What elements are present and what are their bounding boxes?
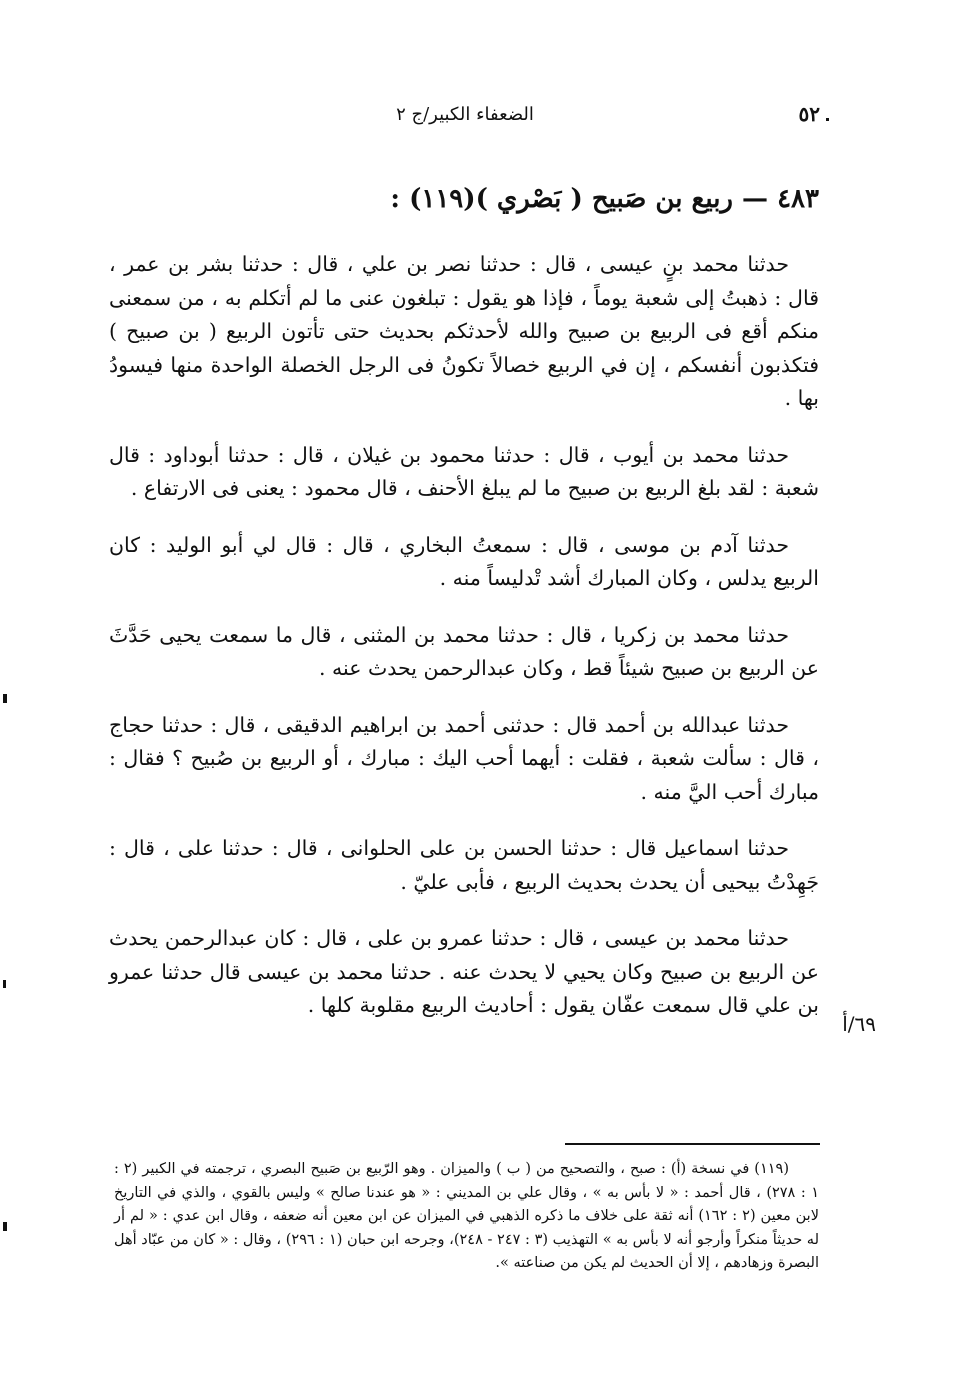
paragraph-4: حدثنا محمد بن زكريا ، قال : حدثنا محمد بن المثنى ، قال ما سمعت يحيى حَدَّثَ عن الربيع بن صبيح شيئاً قط ، وكان عبدالرحمن يحدث عنه . bbox=[109, 622, 819, 680]
scan-speck bbox=[3, 980, 6, 988]
page-header bbox=[110, 102, 820, 132]
scan-speck bbox=[3, 694, 7, 703]
paragraph-1: حدثنا محمد بنٍ عيسى ، قال : حدثنا نصر بن علي ، قال : حدثنا بشر بن عمر ، قال : ذهبتُ إلى شعبة يوماً ، فإذا هو يقول : تبلغون عنى ما لم أتكلم به ، من سمعنى منكم أقع فى الربيع بن صبيح والله لأحدثكم بحديث حتى تأتون الربيع ( بن صبيح ) فتكذبون أنفسكم ، إن في الربيع خصالاً تكونُ فى الرجل الخصلة الواحدة منها فيسودُ بها . bbox=[109, 252, 819, 410]
paragraph-3: حدثنا آدم بن موسى ، قال : سمعتُ البخاري ، قال : قال لي أبو الوليد : كان الربيع يدلس ، وكان المبارك أشد تْدليساً منه . bbox=[109, 532, 819, 590]
page-number: ٥٢ bbox=[798, 102, 820, 126]
scan-speck bbox=[826, 118, 829, 121]
margin-folio-note: ٦٩/أ bbox=[842, 1012, 876, 1036]
running-title: الضعفاء الكبير/ج ٢ bbox=[396, 104, 534, 125]
paragraph-2: حدثنا محمد بن أيوب ، قال : حدثنا محمود بن غيلان ، قال : حدثنا أبوداود : قال شعبة : لقد بلغ الربيع بن صبيح ما لم يبلغ الأحنف ، قال محمود : يعنى فى الارتفاع . bbox=[109, 442, 819, 500]
footnote: (١١٩) في نسخة (أ) : صبح ، والتصحيح من ( ب ) والميزان . وهو الرّبيع بن صَبيح البصري ، ترجمته في الكبير (٢ : ١ : ٢٧٨) ، قال أحمد : « لا بأس به » ، وقال علي بن المديني : « هو عندنا صالح » وليس بالقوي ، والذي في التاريخ لابن معين (٢ : ١٦٢) أنه ثقة على خلاف ما ذكره الذهبي في الميزان عن ابن معين أنه ضعفه ، وقال ابن عدي : « لم أر له حديثاً منكراً وأرجو أنه لا بأس به » التهذيب (٣ : ٢٤٧ - ٢٤٨)، وجرحه ابن حبان (١ : ٢٩٦) ، وقال : « كان من عبّاد أهل البصرة وزهادهم ، إلا أن الحديث لم يكن من صناعته ». bbox=[114, 1161, 820, 1271]
footnote-separator bbox=[565, 1143, 820, 1145]
entry-title: ٤٨٣ — ربيع بن صَبيح ( بَصْري )(١١٩) : bbox=[390, 184, 819, 214]
paragraph-5: حدثنا عبدالله بن أحمد قال : حدثنى أحمد بن ابراهيم الدقيقى ، قال : حدثنا حجاج ، قال : سألت شعبة ، فقلت : أيهما أحب اليك : مبارك ، أو الربيع بن صُبيح ؟ فقال : مبارك أحب اليَّ منه . bbox=[109, 712, 819, 804]
scan-speck bbox=[3, 1222, 7, 1231]
paragraph-7: حدثنا محمد بن عيسى ، قال : حدثنا عمرو بن على ، قال : كان عبدالرحمن يحدث عن الربيع بن صبيح وكان يحيي لا يحدث عنه . حدثنا محمد بن عيسى قال حدثنا عمرو بن علي قال سمعت عفّان يقول : أحاديث الربيع مقلوبة كلها . bbox=[109, 926, 819, 1017]
paragraph-6: حدثنا اسماعيل قال : حدثنا الحسن بن على الحلوانى ، قال : حدثنا على ، قال : جَهِدْتُ بيحيى أن يحدث بحديث الربيع ، فأبى عليّ . bbox=[109, 836, 819, 894]
main-text bbox=[109, 248, 819, 1046]
